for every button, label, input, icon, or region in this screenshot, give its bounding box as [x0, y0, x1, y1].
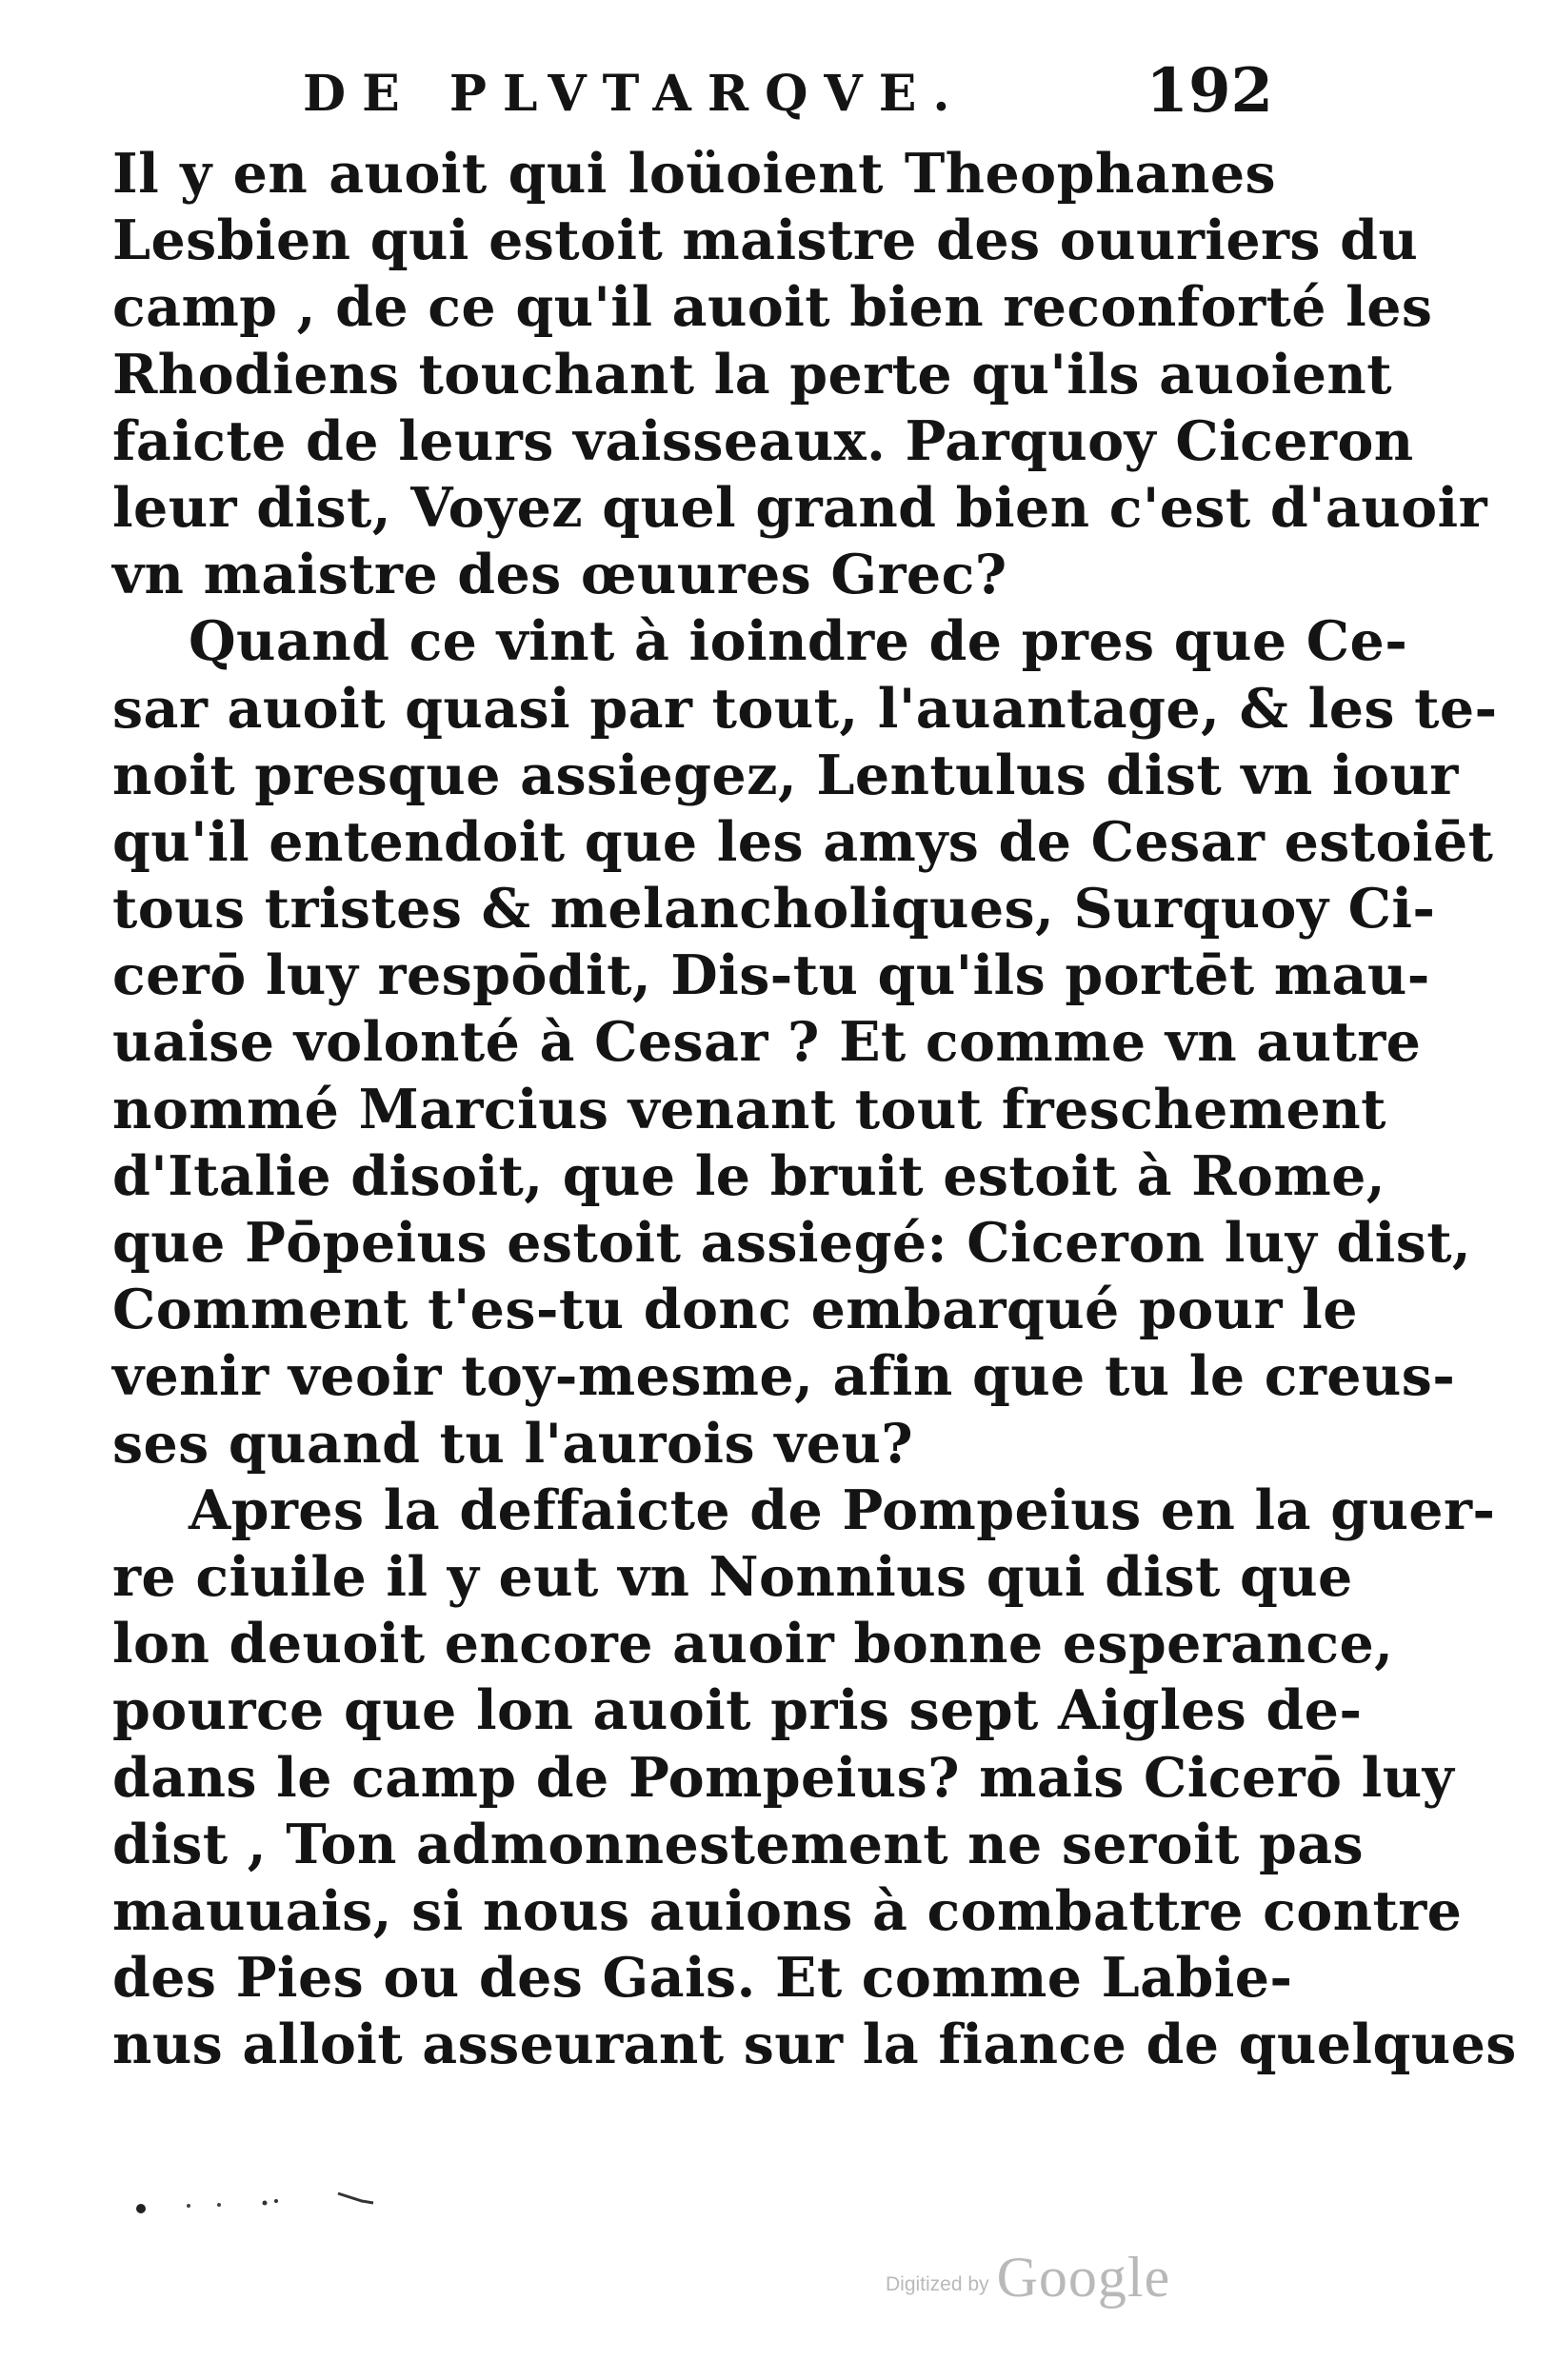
paragraph-start-line: Apres la deffaicte de Pompeius en la guer-: [189, 1478, 1496, 1542]
text-line: Comment t'es-tu donc embarqué pour le: [112, 1278, 1358, 1342]
text-line: nus alloit asseurant sur la fiance de quelques: [112, 2013, 1517, 2077]
text-line: mauuais, si nous auions à combattre contre: [112, 1878, 1463, 1943]
text-line: cerō luy respōdit, Dis-tu qu'ils portēt mau-: [112, 943, 1430, 1008]
text-line: noit presque assiegez, Lentulus dist vn iour: [112, 743, 1459, 807]
digitized-by-google-watermark: [886, 2245, 1170, 2311]
text-line: venir veoir toy-mesme, afin que tu le creus-: [112, 1344, 1456, 1409]
text-line: des Pies ou des Gais. Et comme Labie-: [112, 1946, 1293, 2011]
text-line: Rhodiens touchant la perte qu'ils auoient: [112, 342, 1392, 407]
text-line: leur dist, Voyez quel grand bien c'est d'auoir: [112, 475, 1488, 540]
text-line: pource que lon auoit pris sept Aigles de-: [112, 1678, 1363, 1743]
paragraph-start-line: Quand ce vint à ioindre de pres que Ce-: [189, 609, 1408, 674]
text-line: ses quand tu l'aurois veu?: [112, 1411, 914, 1476]
google-logo: Google: [996, 2246, 1171, 2309]
running-head: [122, 55, 1279, 141]
text-line: faicte de leurs vaisseaux. Parquoy Ciceron: [112, 408, 1414, 473]
text-line: d'Italie disoit, que le bruit estoit à Rome,: [112, 1143, 1386, 1208]
text-line: Il y en auoit qui loüoient Theophanes: [112, 142, 1276, 206]
text-line: tous tristes & melancholiques, Surquoy Ci-: [112, 877, 1436, 942]
text-line: Lesbien qui estoit maistre des ouuriers du: [112, 208, 1419, 273]
page-number: 192: [1146, 55, 1273, 127]
watermark-caption: Digitized by: [886, 2273, 989, 2295]
text-line: dist , Ton admonnestement ne seroit pas: [112, 1812, 1365, 1876]
text-line: camp , de ce qu'il auoit bien reconforté les: [112, 275, 1433, 340]
text-line: sar auoit quasi par tout, l'auantage, & les te-: [112, 676, 1498, 741]
text-line: qu'il entendoit que les amys de Cesar estoiēt: [112, 809, 1494, 874]
text-line: uaise volonté à Cesar ? Et comme vn autre: [112, 1010, 1422, 1075]
text-line: vn maistre des œuures Grec?: [112, 543, 1007, 607]
text-line: que Pōpeius estoit assiegé: Ciceron luy dist,: [112, 1211, 1472, 1275]
ink-specks: [124, 2190, 409, 2228]
body-text: [112, 141, 1517, 2078]
text-line: re ciuile il y eut vn Nonnius qui dist que: [112, 1544, 1353, 1609]
text-line: dans le camp de Pompeius? mais Cicerō luy: [112, 1745, 1455, 1810]
text-line: lon deuoit encore auoir bonne esperance,: [112, 1612, 1394, 1676]
running-title: DE PLVTARQVE.: [303, 65, 967, 123]
text-line: nommé Marcius venant tout freschement: [112, 1077, 1386, 1141]
